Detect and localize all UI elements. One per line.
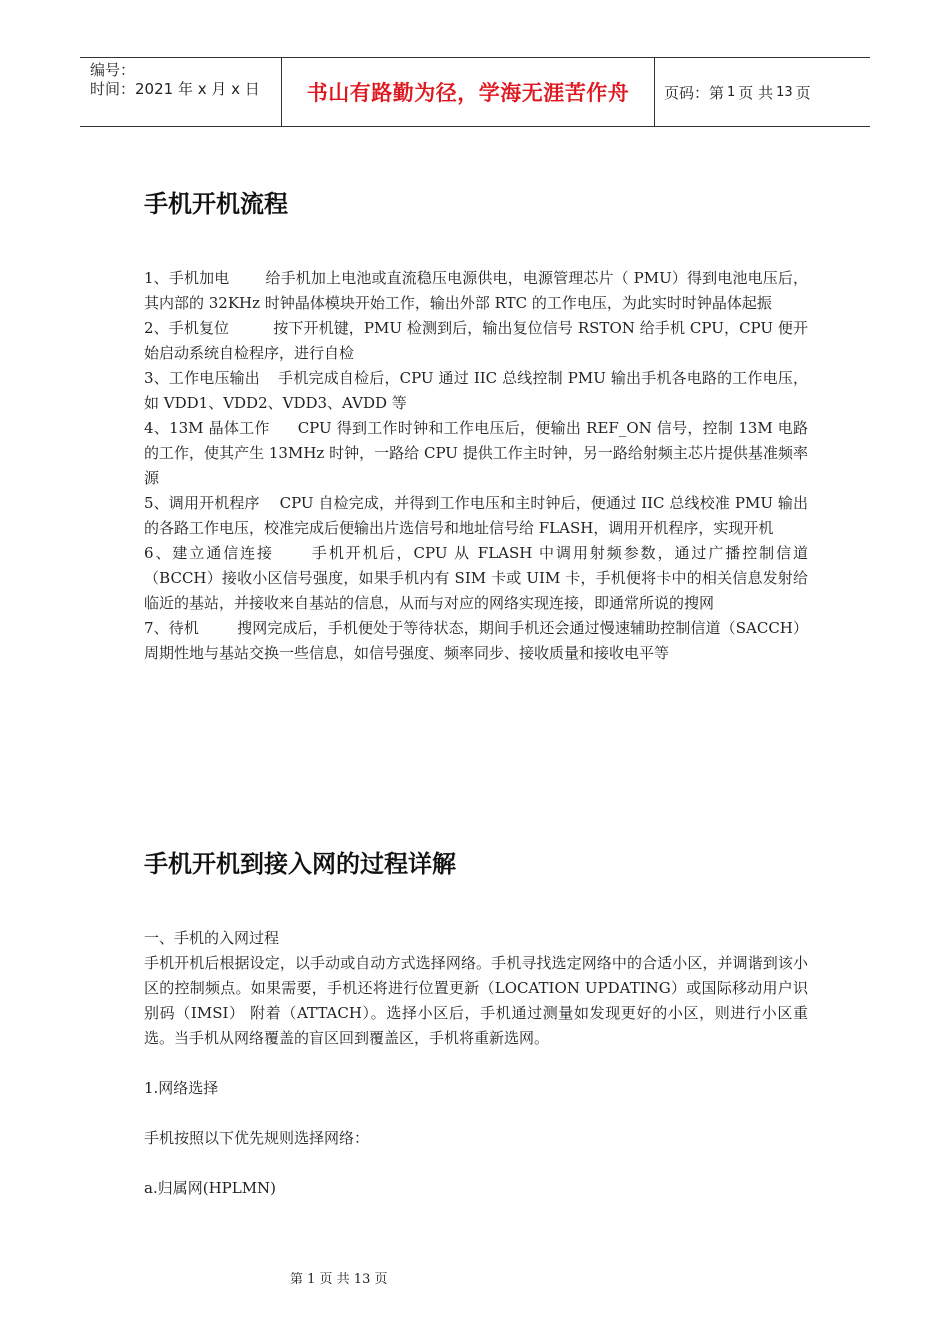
step-label: 7、待机 bbox=[144, 619, 199, 637]
step-text: 按下开机键，PMU 检测到后，输出复位信号 RSTON 给手机 CPU，CPU 便开始启动系统自检程序，进行自检 bbox=[144, 319, 808, 362]
step-5 bbox=[144, 491, 808, 541]
step-text: 给手机加上电池或直流稳压电源供电，电源管理芯片（ PMU）得到电池电压后，其内部的 32KHz 时钟晶体模块开始工作，输出外部 RTC 的工作电压，为此实时时钟晶体起振 bbox=[144, 269, 809, 312]
step-3 bbox=[144, 366, 808, 416]
page-current: 1 bbox=[727, 84, 736, 100]
step-text: 搜网完成后，手机便处于等待状态，期间手机还会通过慢速辅助控制信道（SACCH）周期性地与基站交换一些信息，如信号强度、频率同步、接收质量和接收电平等 bbox=[144, 619, 809, 662]
step-6 bbox=[144, 541, 808, 616]
step-4 bbox=[144, 416, 808, 491]
header-motto: 书山有路勤为径，学海无涯苦作舟 bbox=[281, 58, 655, 126]
step-label: 1、手机加电 bbox=[144, 269, 230, 287]
step-2 bbox=[144, 316, 808, 366]
document-header bbox=[80, 57, 870, 127]
step-text: CPU 自检完成，并得到工作电压和主时钟后，便通过 IIC 总线校准 PMU 输出的各路工作电压，校准完成后便输出片选信号和地址信号给 FLASH，调用开机程序，实现开机 bbox=[144, 494, 808, 537]
header-page-info bbox=[655, 58, 870, 126]
time-label: 时间：2021 年 x 月 x 日 bbox=[90, 80, 260, 98]
item-network-selection: 1.网络选择 bbox=[144, 1079, 219, 1097]
page-mid: 页 共 bbox=[738, 83, 774, 102]
step-text: 手机完成自检后，CPU 通过 IIC 总线控制 PMU 输出手机各电路的工作电压，如 VDD1、VDD2、VDD3、AVDD 等 bbox=[144, 369, 808, 412]
section1-title: 手机开机流程 bbox=[144, 190, 288, 218]
header-meta bbox=[80, 58, 281, 126]
number-label: 编号： bbox=[90, 61, 136, 79]
item-hplmn: a.归属网(HPLMN) bbox=[144, 1179, 277, 1197]
page-suffix: 页 bbox=[795, 83, 811, 102]
step-text: 手机开机后，CPU 从 FLASH 中调用射频参数，通过广播控制信道（BCCH）接收小区信号强度，如果手机内有 SIM 卡或 UIM 卡，手机便将卡中的相关信息发射给临近的基站，并接收来自基站的信息，从而与对应的网络实现连接，即通常所说的搜网 bbox=[144, 544, 809, 612]
section2-subhead: 一、手机的入网过程 bbox=[144, 929, 280, 947]
page-prefix: 页码：第 bbox=[664, 83, 725, 102]
item-priority-rules: 手机按照以下优先规则选择网络： bbox=[144, 1129, 370, 1147]
section2-intro-block bbox=[144, 926, 808, 1051]
step-label: 4、13M 晶体工作 bbox=[144, 419, 270, 437]
step-1 bbox=[144, 266, 808, 316]
page-footer: 第 1 页 共 13 页 bbox=[290, 1272, 388, 1287]
page-total: 13 bbox=[776, 84, 793, 100]
section1-steps bbox=[144, 266, 808, 666]
step-label: 5、调用开机程序 bbox=[144, 494, 260, 512]
section2-intro: 手机开机后根据设定，以手动或自动方式选择网络。手机寻找选定网络中的合适小区，并调谐到该小区的控制频点。如果需要，手机还将进行位置更新（LOCATION UPDATING）或国际移动用户识别码（IMSI） 附着（ATTACH）。选择小区后，手机通过测量如发现更好的小区，则进行小区重选。当手机从网络覆盖的盲区回到覆盖区，手机将重新选网。 bbox=[144, 954, 808, 1047]
section2-title: 手机开机到接入网的过程详解 bbox=[144, 850, 456, 878]
step-text: CPU 得到工作时钟和工作电压后，便输出 REF_ON 信号，控制 13M 电路的工作，使其产生 13MHz 时钟，一路给 CPU 提供工作主时钟，另一路给射频主芯片提供基准频率源 bbox=[144, 419, 808, 487]
step-7 bbox=[144, 616, 808, 666]
step-label: 2、手机复位 bbox=[144, 319, 230, 337]
step-label: 3、工作电压输出 bbox=[144, 369, 260, 387]
step-label: 6、建立通信连接 bbox=[144, 544, 274, 562]
